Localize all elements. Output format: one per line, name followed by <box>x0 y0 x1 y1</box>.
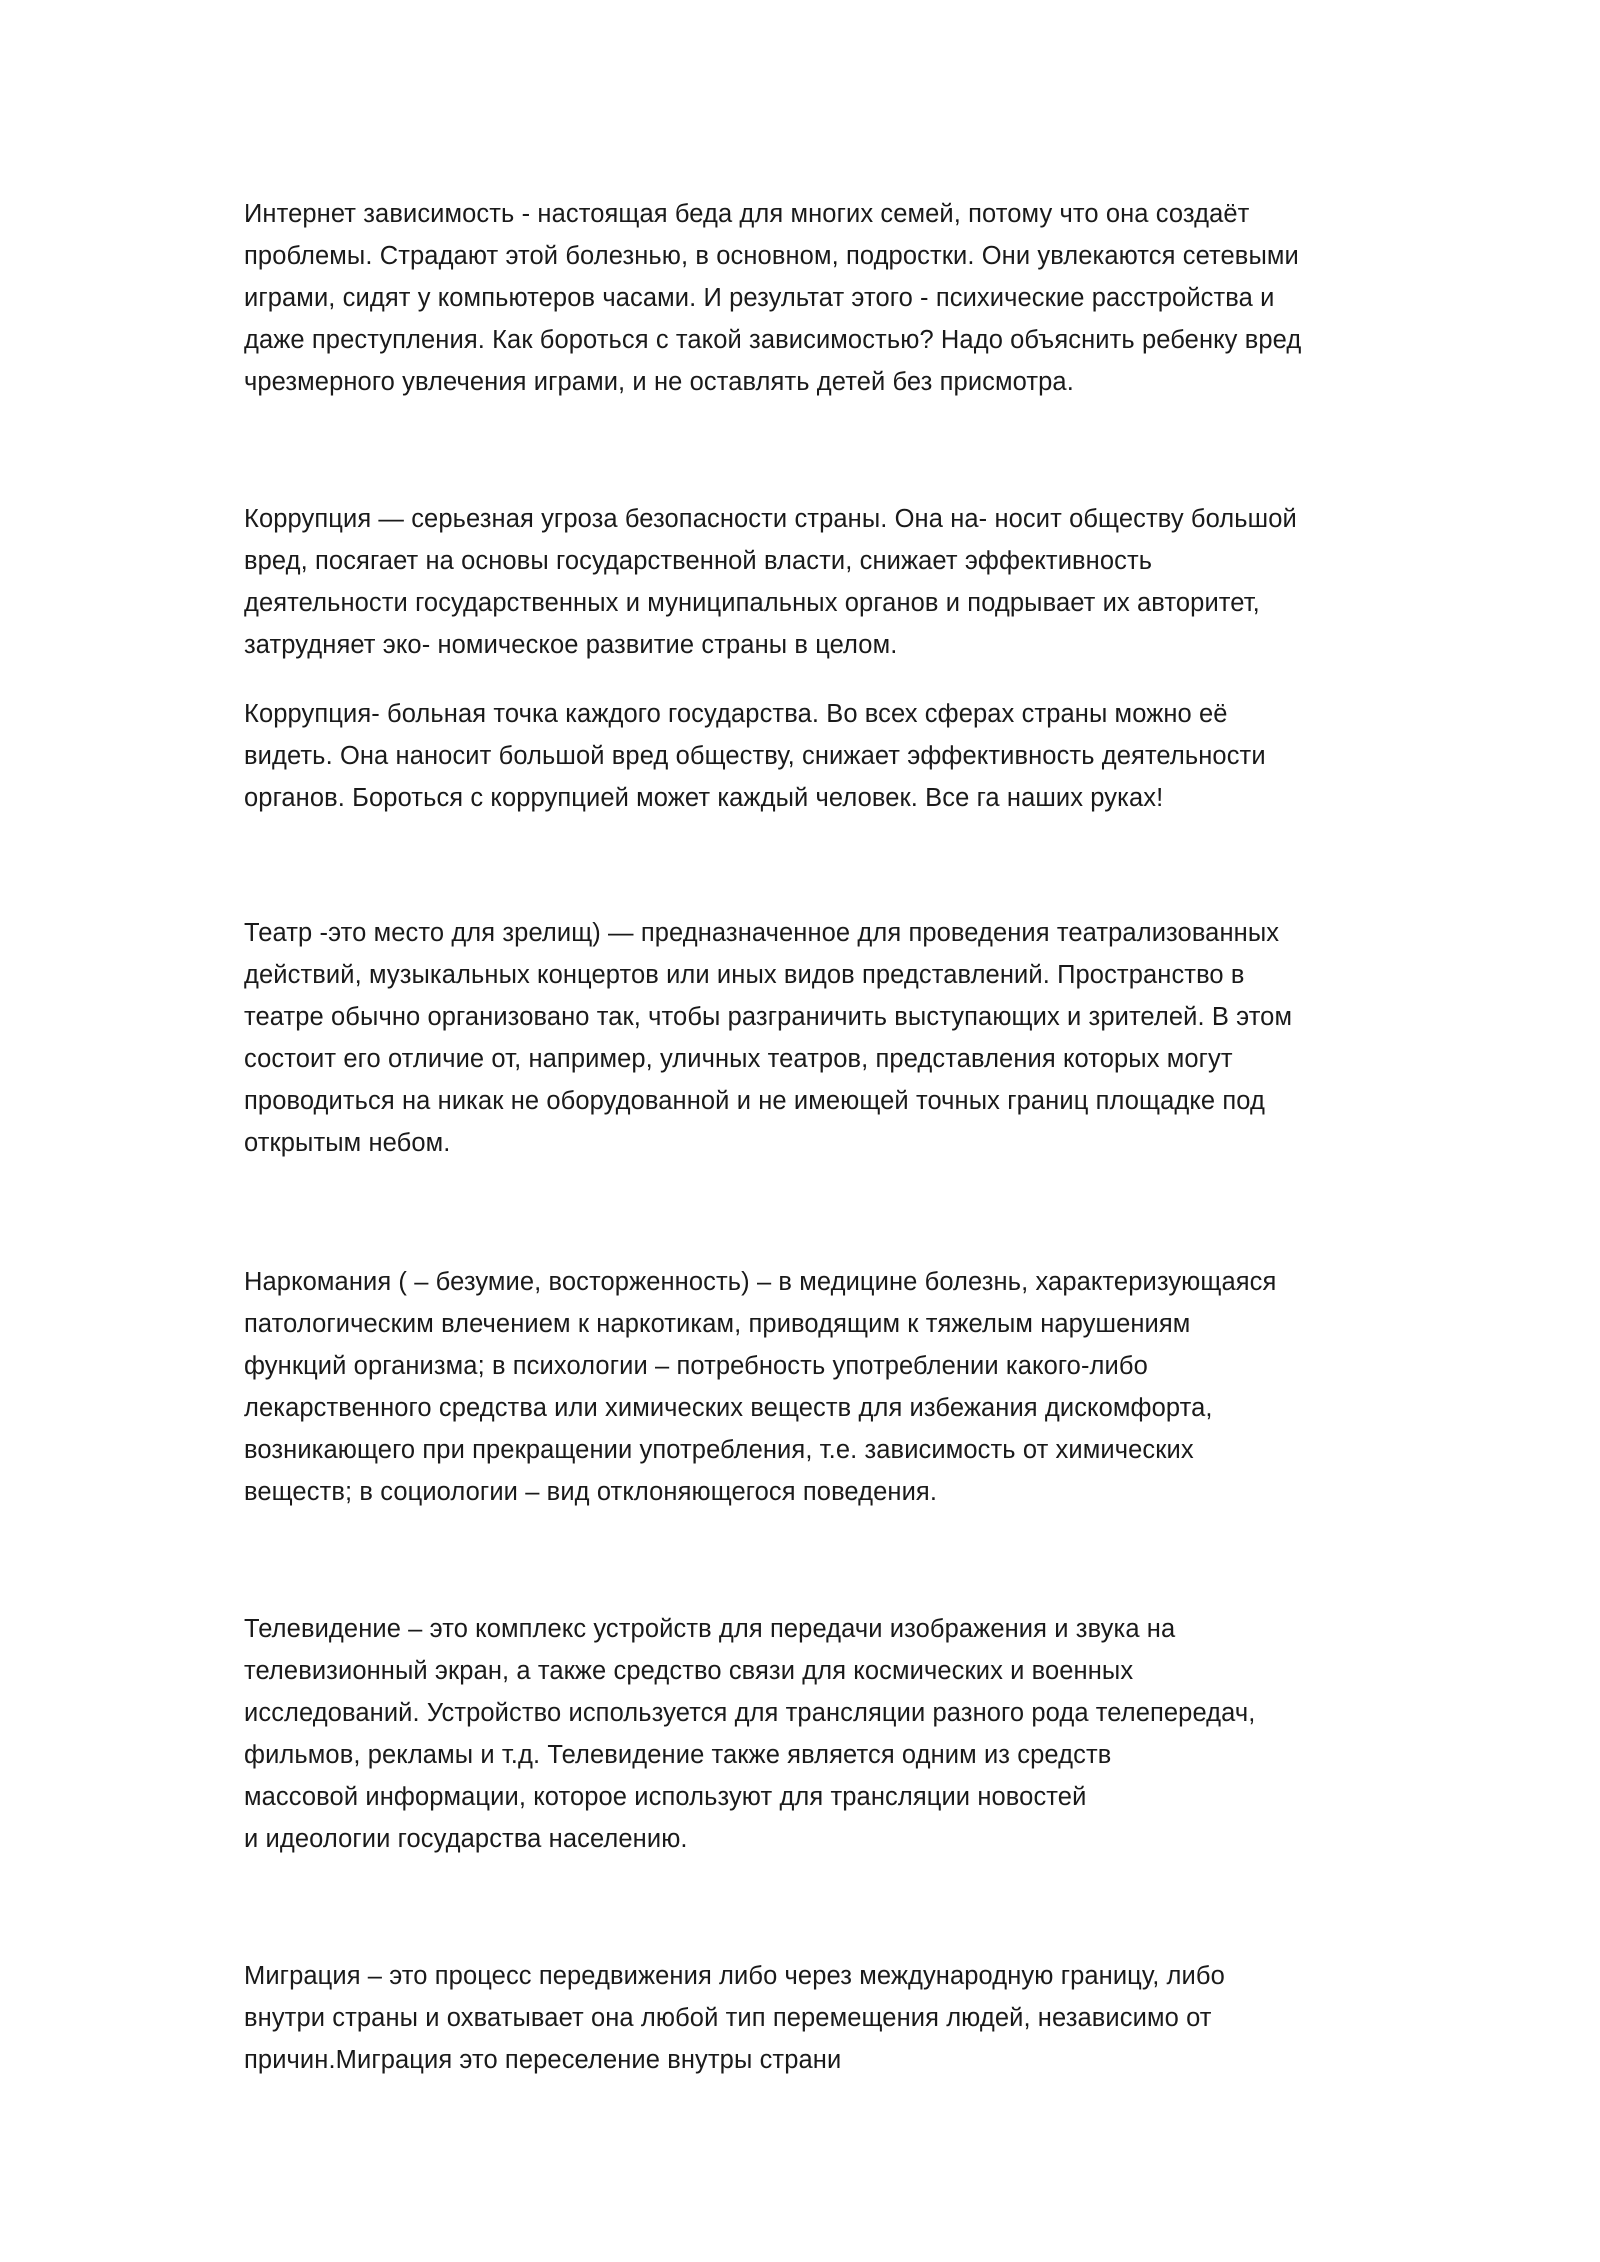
paragraph-television <box>244 1608 1384 1860</box>
text-line: затрудняет эко- номическое развитие страны в целом. <box>244 631 898 659</box>
text-line: исследований. Устройство используется для трансляции разного рода телепередач, <box>244 1699 1256 1727</box>
text-line: веществ; в социологии – вид отклоняющегося поведения. <box>244 1478 938 1506</box>
text-line: причин.Миграция это переселение внутры страни <box>244 2046 842 2074</box>
text-line: действий, музыкальных концертов или иных видов представлений. Пространство в <box>244 961 1245 989</box>
text-line: Интернет зависимость - настоящая беда для многих семей, потому что она создаёт <box>244 200 1250 228</box>
text-line: лекарственного средства или химических веществ для избежания дискомфорта, <box>244 1394 1213 1422</box>
paragraph-corruption-sore-point <box>244 693 1384 819</box>
text-line: проблемы. Страдают этой болезнью, в основном, подростки. Они увлекаются сетевыми <box>244 242 1299 270</box>
text-line: Миграция – это процесс передвижения либо через международную границу, либо <box>244 1962 1225 1990</box>
text-line: чрезмерного увлечения играми, и не оставлять детей без присмотра. <box>244 368 1074 396</box>
text-line: даже преступления. Как бороться с такой зависимостью? Надо объяснить ребенку вред <box>244 326 1302 354</box>
text-line: патологическим влечением к наркотикам, приводящим к тяжелым нарушениям <box>244 1310 1191 1338</box>
paragraph-corruption-threat <box>244 498 1384 666</box>
text-line: органов. Бороться с коррупцией может каждый человек. Все га наших руках! <box>244 784 1164 812</box>
text-line: театре обычно организовано так, чтобы разграничить выступающих и зрителей. В этом <box>244 1003 1293 1031</box>
text-line: Телевидение – это комплекс устройств для передачи изображения и звука на <box>244 1615 1176 1643</box>
text-line: вред, посягает на основы государственной власти, снижает эффективность <box>244 547 1153 575</box>
text-line: телевизионный экран, а также средство связи для космических и военных <box>244 1657 1134 1685</box>
text-line: видеть. Она наносит большой вред обществу, снижает эффективность деятельности <box>244 742 1266 770</box>
text-line: функций организма; в психологии – потребность употреблении какого-либо <box>244 1352 1148 1380</box>
text-line: Наркомания ( – безумие, восторженность) – в медицине болезнь, характеризующаяся <box>244 1268 1277 1296</box>
text-line: возникающего при прекращении употребления, т.е. зависимость от химических <box>244 1436 1194 1464</box>
paragraph-drug-addiction <box>244 1261 1384 1513</box>
text-line: состоит его отличие от, например, уличных театров, представления которых могут <box>244 1045 1233 1073</box>
paragraph-migration <box>244 1955 1384 2081</box>
text-line: внутри страны и охватывает она любой тип перемещения людей, независимо от <box>244 2004 1212 2032</box>
text-line: Театр -это место для зрелищ) — предназначенное для проведения театрализованных <box>244 919 1280 947</box>
text-line: Коррупция — серьезная угроза безопасности страны. Она на- носит обществу большой <box>244 505 1297 533</box>
text-line: открытым небом. <box>244 1129 451 1157</box>
text-line: фильмов, рекламы и т.д. Телевидение также является одним из средств <box>244 1741 1112 1769</box>
text-line: массовой информации, которое используют для трансляции новостей <box>244 1783 1087 1811</box>
text-line: деятельности государственных и муниципальных органов и подрывает их авторитет, <box>244 589 1260 617</box>
paragraph-internet-addiction <box>244 193 1384 403</box>
text-line: играми, сидят у компьютеров часами. И результат этого - психические расстройства и <box>244 284 1275 312</box>
paragraph-theatre <box>244 912 1384 1164</box>
text-line: проводиться на никак не оборудованной и не имеющей точных границ площадке под <box>244 1087 1266 1115</box>
text-line: и идеологии государства населению. <box>244 1825 688 1853</box>
text-line: Коррупция- больная точка каждого государства. Во всех сферах страны можно её <box>244 700 1228 728</box>
